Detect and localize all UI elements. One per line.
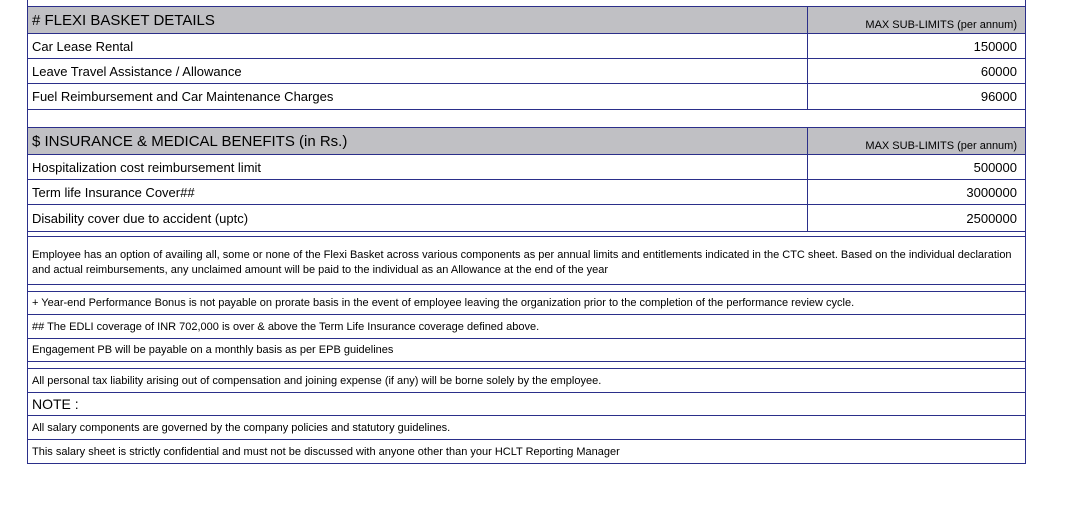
note-heading: NOTE :	[27, 393, 1026, 416]
row-value: 2500000	[966, 210, 1017, 226]
row-label: Fuel Reimbursement and Car Maintenance Charges	[28, 84, 808, 109]
edli-note: ## The EDLI coverage of INR 702,000 is over & above the Term Life Insurance coverage defined above.	[27, 315, 1026, 339]
table-row	[27, 155, 1026, 180]
flexi-basket-title: # FLEXI BASKET DETAILS	[28, 7, 808, 33]
insurance-column-header: MAX SUB-LIMITS (per annum)	[865, 140, 1017, 152]
row-label: Leave Travel Assistance / Allowance	[28, 59, 808, 83]
confidential-note: This salary sheet is strictly confidential and must not be discussed with anyone other than your HCLT Reporting Manager	[27, 440, 1026, 464]
bonus-note: + Year-end Performance Bonus is not payable on prorate basis in the event of employee leaving the organization prior to the completion of the performance review cycle.	[27, 292, 1026, 315]
spacer-row	[27, 362, 1026, 369]
spacer-row	[27, 110, 1026, 128]
spacer-row	[27, 285, 1026, 292]
top-edge-row	[27, 0, 1026, 7]
row-value: 150000	[973, 38, 1017, 54]
insurance-header	[27, 128, 1026, 155]
row-label: Term life Insurance Cover##	[28, 180, 808, 204]
table-row	[27, 59, 1026, 84]
epb-note: Engagement PB will be payable on a monthly basis as per EPB guidelines	[27, 339, 1026, 362]
policy-note: All salary components are governed by the company policies and statutory guidelines.	[27, 416, 1026, 440]
flexi-basket-note: Employee has an option of availing all, some or none of the Flexi Basket across various components as per annual limits and entitlements indicated in the CTC sheet. Based on the individual declaration and actual reimbursements, any unclaimed amount will be paid to the individual as an Allowance at the end of the year	[27, 237, 1026, 285]
row-label: Car Lease Rental	[28, 34, 808, 58]
table-row	[27, 205, 1026, 232]
row-value: 500000	[973, 159, 1017, 175]
insurance-title: $ INSURANCE & MEDICAL BENEFITS (in Rs.)	[28, 128, 808, 154]
row-value: 96000	[980, 89, 1017, 104]
flexi-basket-header	[27, 7, 1026, 34]
row-value: 60000	[980, 63, 1017, 79]
table-row	[27, 34, 1026, 59]
table-row	[27, 180, 1026, 205]
table-row	[27, 84, 1026, 110]
row-label: Disability cover due to accident (uptc)	[28, 205, 808, 231]
tax-note: All personal tax liability arising out of compensation and joining expense (if any) will be borne solely by the employee.	[27, 369, 1026, 393]
row-value: 3000000	[966, 184, 1017, 200]
flexi-basket-column-header: MAX SUB-LIMITS (per annum)	[865, 19, 1017, 31]
row-label: Hospitalization cost reimbursement limit	[28, 155, 808, 179]
